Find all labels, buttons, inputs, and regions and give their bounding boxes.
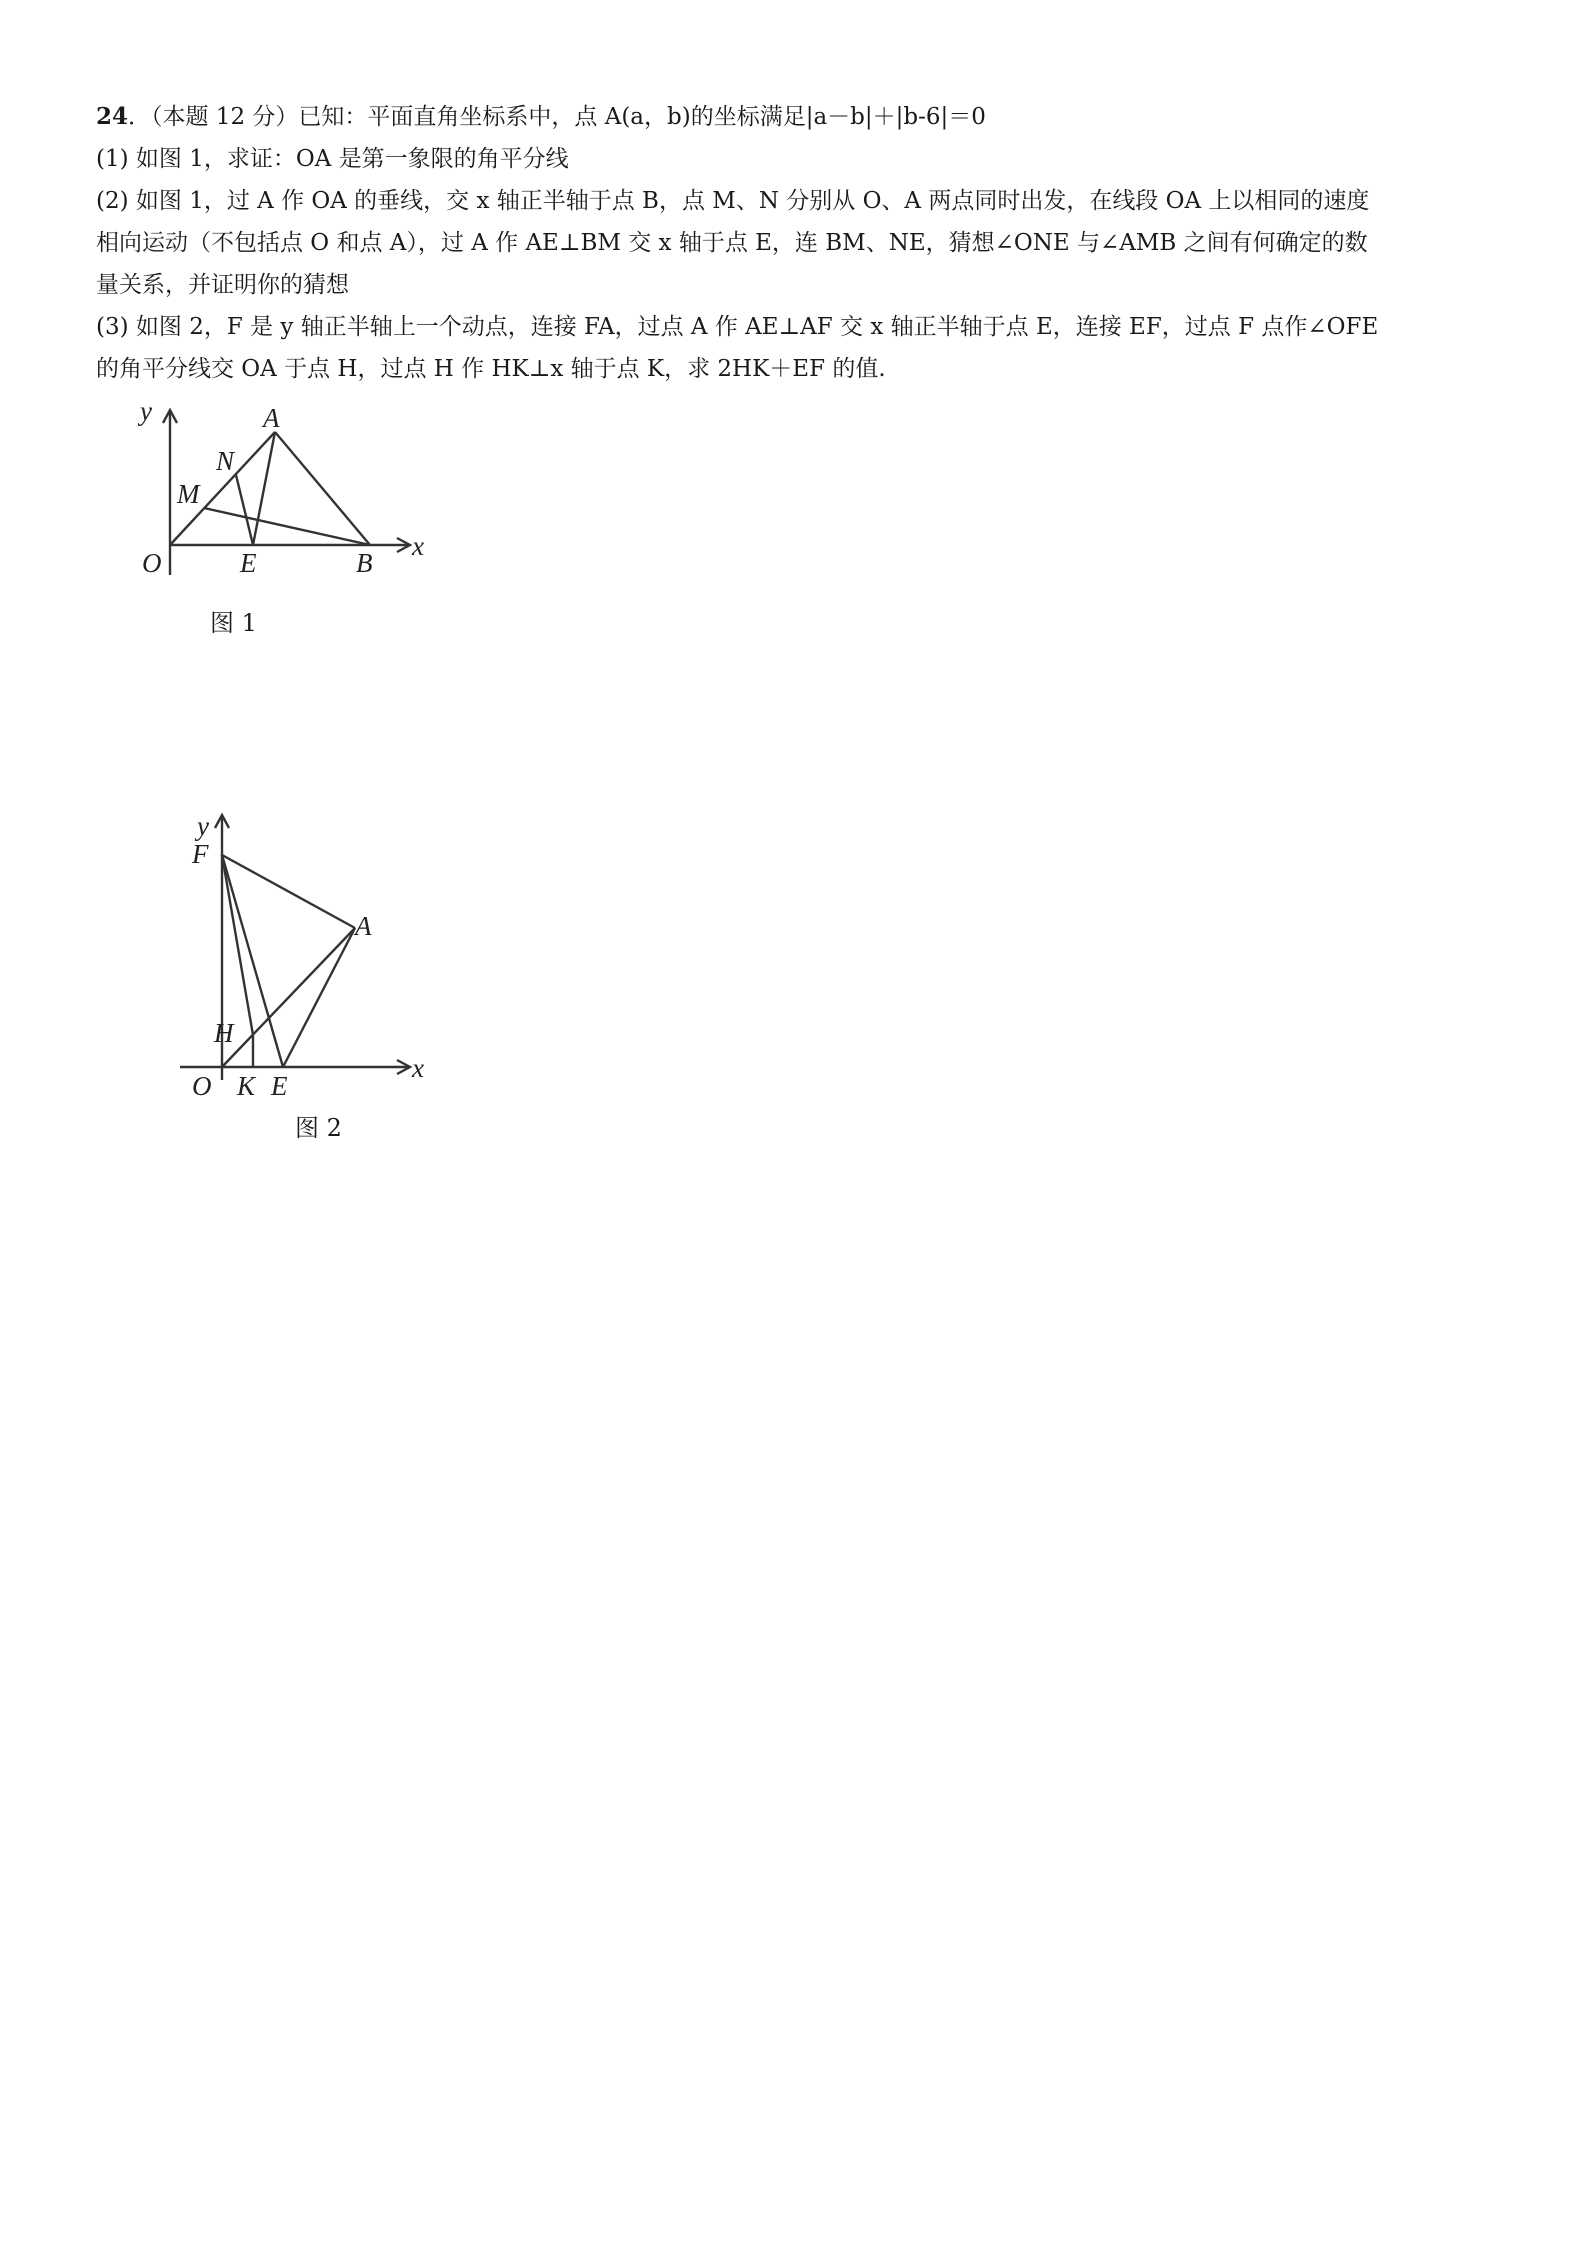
figure-2-caption: 图 2 [295,1114,342,1142]
part-3-line-2: 的角平分线交 OA 于点 H，过点 H 作 HK⊥x 轴于点 K，求 2HK＋EF 的值. [96,356,886,382]
part-2-line-2: 相向运动（不包括点 O 和点 A），过 A 作 AE⊥BM 交 x 轴于点 E，连 BM、NE，猜想∠ONE 与∠AMB 之间有何确定的数 [96,230,1368,256]
figure-1-caption: 图 1 [210,609,257,637]
fig2-segment-FA [222,855,355,928]
fig1-label-y: y [140,396,152,426]
figure-1 [120,395,440,595]
figure-2-diagram [175,805,435,1105]
fig2-segment-OA [222,928,355,1067]
fig2-label-y: y [197,811,209,841]
fig2-label-F: F [192,839,209,869]
fig1-label-N: N [216,446,235,476]
part-1: (1) 如图 1，求证：OA 是第一象限的角平分线 [96,146,569,172]
fig1-label-x: x [412,531,424,561]
problem-header [96,96,1496,138]
figure-1-diagram [120,395,440,595]
fig2-label-K: K [237,1071,256,1101]
fig1-label-A: A [263,403,280,433]
problem-header-text: ．（本题 12 分）已知：平面直角坐标系中，点 A(a，b)的坐标满足|a－b|＋|b-6|＝0 [128,104,986,130]
fig2-label-A: A [355,911,372,941]
fig1-label-E: E [240,548,257,578]
fig1-segment-NE [236,475,253,545]
fig1-label-B: B [356,548,373,578]
fig2-segment-AE [283,928,355,1067]
fig1-label-O: O [142,548,162,578]
fig1-label-M: M [177,479,200,509]
part-2-line-3: 量关系，并证明你的猜想 [96,272,349,298]
problem-number: 24 [96,103,129,130]
figure-2 [175,805,435,1105]
fig2-label-H: H [214,1018,234,1048]
part-3-line-1: (3) 如图 2，F 是 y 轴正半轴上一个动点，连接 FA，过点 A 作 AE⊥AF 交 x 轴正半轴于点 E，连接 EF，过点 F 点作∠OFE [96,314,1379,340]
part-2-line-1: (2) 如图 1，过 A 作 OA 的垂线，交 x 轴正半轴于点 B，点 M、N 分别从 O、A 两点同时出发，在线段 OA 上以相同的速度 [96,188,1370,214]
fig2-label-x: x [412,1053,424,1083]
fig1-segment-AE [253,432,275,545]
fig2-label-E: E [271,1071,288,1101]
problem-text [96,96,1496,390]
fig2-label-O: O [192,1071,212,1101]
